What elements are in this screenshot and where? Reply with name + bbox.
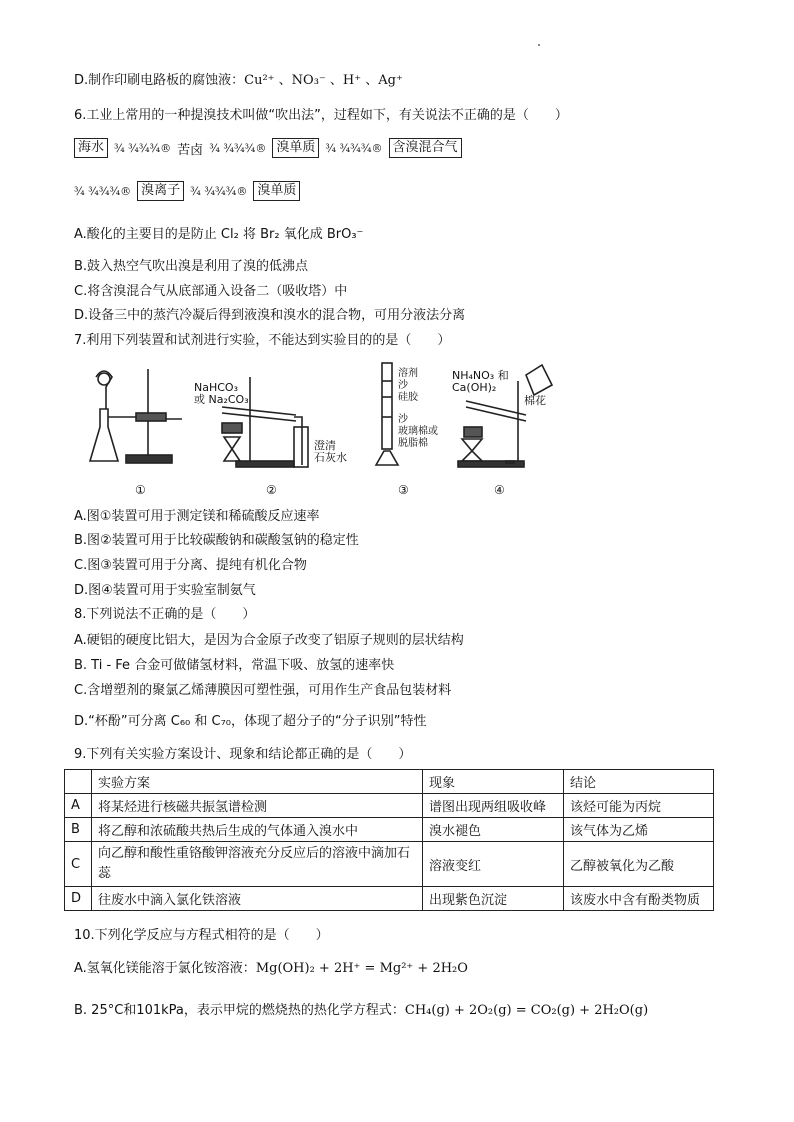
fig4-reagent-label: NH₄NO₃ 和 Ca(OH)₂ xyxy=(452,369,509,394)
flow-arrow: ¾ ¾¾¾® xyxy=(190,184,248,198)
table-header-cell xyxy=(65,770,92,794)
flow-box-bromide: 溴离子 xyxy=(137,181,184,201)
q8-option-c: C.含增塑剂的聚氯乙烯薄膜因可塑性强，可用作生产食品包装材料 xyxy=(74,683,452,698)
q7-option-b: B.图②装置可用于比较碳酸钠和碳酸氢钠的稳定性 xyxy=(74,533,359,548)
table-cell: D xyxy=(65,887,92,911)
q10-option-a: A.氢氧化镁能溶于氯化铵溶液：Mg(OH)₂ + 2H⁺ = Mg²⁺ + 2H₂O xyxy=(74,961,468,976)
table-cell: 该气体为乙烯 xyxy=(564,818,714,842)
table-cell: 出现紫色沉淀 xyxy=(423,887,564,911)
fig-number-1: ① xyxy=(135,483,146,497)
table-row xyxy=(65,794,714,818)
q8-option-d: D.“杯酚”可分离 C₆₀ 和 C₇₀，体现了超分子的“分子识别”特性 xyxy=(74,714,427,729)
flow-arrow: ¾ ¾¾¾® xyxy=(74,184,132,198)
table-cell: 将某烃进行核磁共振氢谱检测 xyxy=(92,794,423,818)
table-header-cell: 结论 xyxy=(564,770,714,794)
table-cell: C xyxy=(65,842,92,887)
flow-text-bittern: 苦卤 xyxy=(177,142,204,158)
q10-option-b: B. 25°C和101kPa，表示甲烷的燃烧热的热化学方程式：CH₄(g) + 2O₂(g) = CO₂(g) + 2H₂O(g) xyxy=(74,1003,649,1018)
q6-option-a: A.酸化的主要目的是防止 Cl₂ 将 Br₂ 氧化成 BrO₃⁻ xyxy=(74,227,364,242)
apparatus-3 xyxy=(376,363,398,465)
flow-arrow: ¾ ¾¾¾® xyxy=(114,141,172,155)
flow-box-bromine: 溴单质 xyxy=(272,138,319,158)
table-cell: A xyxy=(65,794,92,818)
q6-stem: 6.工业上常用的一种提溴技术叫做“吹出法”，过程如下，有关说法不正确的是（ ） xyxy=(74,108,568,123)
q6-option-d: D.设备三中的蒸汽冷凝后得到液溴和溴水的混合物，可用分液法分离 xyxy=(74,308,466,323)
q7-stem: 7.利用下列装置和试剂进行实验，不能达到实验目的的是（ ） xyxy=(74,333,451,348)
scan-speck xyxy=(538,44,540,46)
table-header-cell: 实验方案 xyxy=(92,770,423,794)
q6-flow-row-1 xyxy=(74,138,468,158)
q6-option-c: C.将含溴混合气从底部通入设备二（吸收塔）中 xyxy=(74,284,348,299)
q8-option-a: A.硬铝的硬度比铝大，是因为合金原子改变了铝原子规则的层状结构 xyxy=(74,633,464,648)
q6-flow-row-2 xyxy=(74,181,306,201)
table-cell: 乙醇被氧化为乙酸 xyxy=(564,842,714,887)
q8-option-b: B. Ti - Fe 合金可做储氢材料，常温下吸、放氢的速率快 xyxy=(74,658,395,673)
q7-option-d: D.图④装置可用于实验室制氨气 xyxy=(74,583,256,598)
fig-number-2: ② xyxy=(266,483,277,497)
fig2-limewater-label: 澄清 石灰水 xyxy=(314,439,347,464)
table-cell: 谱图出现两组吸收峰 xyxy=(423,794,564,818)
table-header-cell: 现象 xyxy=(423,770,564,794)
q6-option-b: B.鼓入热空气吹出溴是利用了溴的低沸点 xyxy=(74,259,309,274)
q7-option-a: A.图①装置可用于测定镁和稀硫酸反应速率 xyxy=(74,509,320,524)
table-cell: 该烃可能为丙烷 xyxy=(564,794,714,818)
q10-stem: 10.下列化学反应与方程式相符的是（ ） xyxy=(74,928,329,943)
fig4-cotton-label: 棉花 xyxy=(524,394,546,407)
fig-number-4: ④ xyxy=(494,483,505,497)
table-cell: 往废水中滴入氯化铁溶液 xyxy=(92,887,423,911)
table-row xyxy=(65,842,714,887)
flow-box-seawater: 海水 xyxy=(74,138,108,158)
table-cell: 向乙醇和酸性重铬酸钾溶液充分反应后的溶液中滴加石蕊 xyxy=(92,842,423,887)
table-cell: 将乙醇和浓硫酸共热后生成的气体通入溴水中 xyxy=(92,818,423,842)
flow-arrow: ¾ ¾¾¾® xyxy=(209,141,267,155)
fig2-reagent-label: NaHCO₃ 或 Na₂CO₃ xyxy=(194,381,249,406)
fig-number-3: ③ xyxy=(398,483,409,497)
table-cell: B xyxy=(65,818,92,842)
q9-experiment-table xyxy=(64,769,714,911)
q7-option-c: C.图③装置可用于分离、提纯有机化合物 xyxy=(74,558,307,573)
flow-arrow: ¾ ¾¾¾® xyxy=(325,141,383,155)
q9-stem: 9.下列有关实验方案设计、现象和结论都正确的是（ ） xyxy=(74,747,412,762)
flow-box-bromine-2: 溴单质 xyxy=(253,181,300,201)
table-row xyxy=(65,887,714,911)
table-cell: 溶液变红 xyxy=(423,842,564,887)
table-cell: 该废水中含有酚类物质 xyxy=(564,887,714,911)
table-cell: 溴水褪色 xyxy=(423,818,564,842)
q5-option-d: D.制作印刷电路板的腐蚀液：Cu²⁺ 、NO₃⁻ 、H⁺ 、Ag⁺ xyxy=(74,73,403,88)
table-header-row xyxy=(65,770,714,794)
q8-stem: 8.下列说法不正确的是（ ） xyxy=(74,607,256,622)
fig3-labels: 溶剂 沙 硅胶 沙 玻璃棉或 脱脂棉 xyxy=(398,368,438,449)
table-row xyxy=(65,818,714,842)
apparatus-1 xyxy=(90,369,182,463)
flow-box-bromine-gas: 含溴混合气 xyxy=(389,138,462,158)
